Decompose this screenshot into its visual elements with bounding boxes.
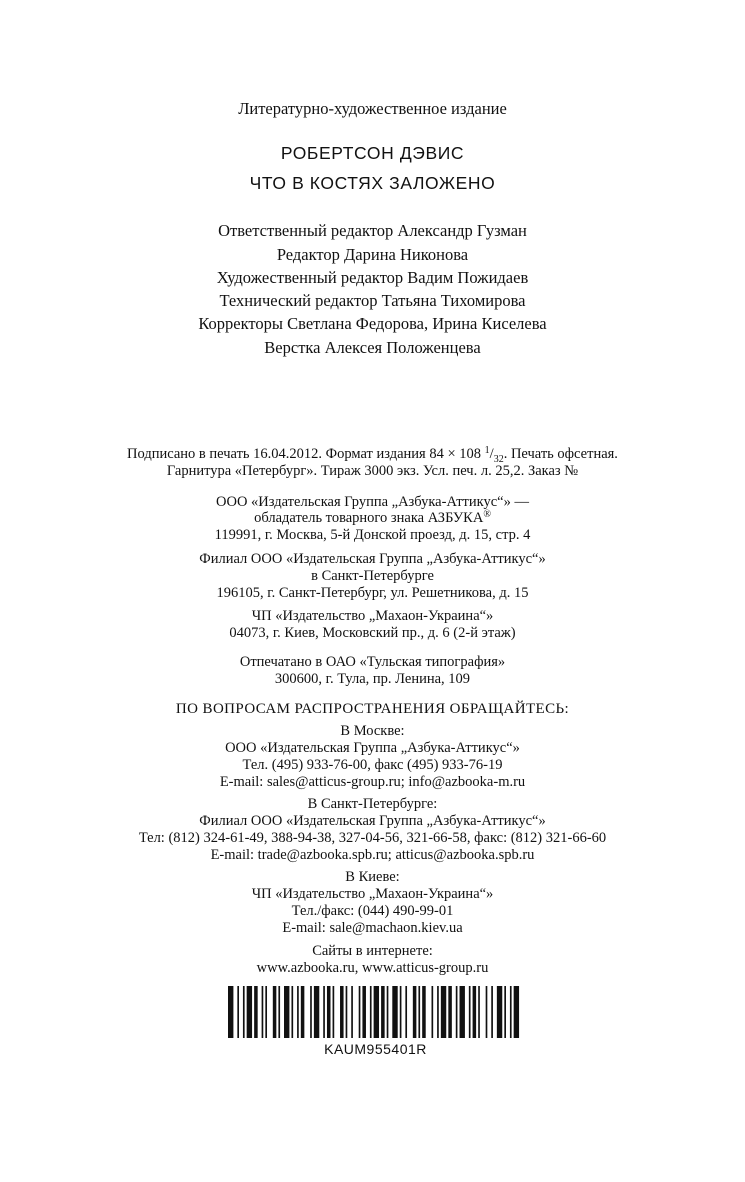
- edition-type: Литературно-художественное издание: [238, 99, 507, 118]
- printer-address: 300600, г. Тула, пр. Ленина, 109: [274, 671, 471, 687]
- barcode-bar: [514, 986, 519, 1038]
- spb-email: E-mail: trade@azbooka.spb.ru; atticus@azbooka.spb.ru: [210, 847, 535, 863]
- barcode-bar: [314, 986, 319, 1038]
- barcode-bar: [237, 986, 239, 1038]
- print-typeface-line: Гарнитура «Петербург». Тираж 3000 экз. Усл. печ. л. 25,2. Заказ №: [166, 463, 579, 479]
- spb-org: Филиал ООО «Издательская Группа „Азбука-Аттикус“»: [199, 813, 546, 829]
- barcode-bar: [297, 986, 299, 1038]
- barcode-bar: [291, 986, 293, 1038]
- barcode-bar: [374, 986, 379, 1038]
- barcode-bar: [323, 986, 325, 1038]
- barcode: [228, 986, 523, 1038]
- barcode-bar: [351, 986, 353, 1038]
- barcode-bar: [392, 986, 397, 1038]
- barcode-bar: [278, 986, 280, 1038]
- kiev-phone: Тел./факс: (044) 490-99-01: [291, 903, 454, 919]
- barcode-bar: [228, 986, 233, 1038]
- barcode-bar: [422, 986, 426, 1038]
- publisher-address: 119991, г. Москва, 5-й Донской проезд, д. 15, стр. 4: [214, 527, 531, 543]
- credit-line: Верстка Алексея Положенцева: [264, 338, 481, 357]
- barcode-bar: [327, 986, 331, 1038]
- barcode-bar: [478, 986, 480, 1038]
- barcode-bar: [346, 986, 348, 1038]
- barcode-bar: [284, 986, 289, 1038]
- credit-line: Корректоры Светлана Федорова, Ирина Киселева: [198, 314, 547, 333]
- barcode-bar: [491, 986, 493, 1038]
- moscow-heading: В Москве:: [340, 723, 405, 739]
- barcode-bar: [254, 986, 258, 1038]
- registered-mark: ®: [483, 509, 491, 520]
- credit-line: Редактор Дарина Никонова: [276, 245, 469, 264]
- sites-urls: www.azbooka.ru, www.atticus-group.ru: [256, 960, 489, 976]
- barcode-bar: [456, 986, 458, 1038]
- book-title: ЧТО В КОСТЯХ ЗАЛОЖЕНО: [249, 173, 496, 193]
- barcode-bar: [310, 986, 312, 1038]
- kiev-org: ЧП «Издательство „Махаон-Украина“»: [251, 886, 494, 902]
- barcode-bar: [387, 986, 389, 1038]
- barcode-bar: [265, 986, 267, 1038]
- moscow-email: E-mail: sales@atticus-group.ru; info@azbooka-m.ru: [219, 774, 526, 790]
- credit-line: Художественный редактор Вадим Пожидаев: [216, 268, 529, 287]
- barcode-bar: [243, 986, 245, 1038]
- barcode-bar: [441, 986, 446, 1038]
- sites-heading: Сайты в интернете:: [312, 943, 433, 959]
- spb-heading: В Санкт-Петербурге:: [307, 796, 438, 812]
- barcode-bar: [418, 986, 420, 1038]
- print-signed-line: Подписано в печать 16.04.2012. Формат издания 84 × 108 $^1/_{32}$. Печать офсетная.: [127, 445, 618, 465]
- kiev-heading: В Киеве:: [345, 869, 400, 885]
- spb-branch-line: Филиал ООО «Издательская Группа „Азбука-Аттикус“»: [199, 551, 546, 567]
- barcode-bar: [504, 986, 506, 1038]
- barcode-bar: [460, 986, 465, 1038]
- barcode-bar: [405, 986, 407, 1038]
- barcode-bar: [301, 986, 305, 1038]
- publisher-line: ООО «Издательская Группа „Азбука-Аттикус“» —: [216, 494, 529, 510]
- barcode-bar: [497, 986, 502, 1038]
- spb-branch-line: в Санкт-Петербурге: [311, 568, 434, 584]
- ukraine-publisher-line: ЧП «Издательство „Махаон-Украина“»: [251, 608, 494, 624]
- publisher-trademark-line: обладатель товарного знака АЗБУКА®: [254, 509, 491, 526]
- barcode-bar: [273, 986, 277, 1038]
- barcode-bars: [228, 986, 523, 1038]
- printer-line: Отпечатано в ОАО «Тульская типография»: [239, 654, 506, 670]
- ukraine-publisher-address: 04073, г. Киев, Московский пр., д. 6 (2-й этаж): [229, 625, 516, 641]
- credit-line: Ответственный редактор Александр Гузман: [218, 221, 527, 240]
- barcode-bar: [448, 986, 452, 1038]
- barcode-bar: [362, 986, 366, 1038]
- moscow-phone: Тел. (495) 933-76-00, факс (495) 933-76-19: [242, 757, 503, 773]
- barcode-bar: [469, 986, 471, 1038]
- barcode-bar: [400, 986, 402, 1038]
- barcode-bar: [359, 986, 361, 1038]
- author-name: РОБЕРТСОН ДЭВИС: [280, 143, 465, 163]
- barcode-bar: [413, 986, 417, 1038]
- spb-branch-address: 196105, г. Санкт-Петербург, ул. Решетникова, д. 15: [216, 585, 529, 601]
- barcode-bar: [381, 986, 385, 1038]
- barcode-bar: [262, 986, 264, 1038]
- barcode-bar: [510, 986, 512, 1038]
- credit-line: Технический редактор Татьяна Тихомирова: [219, 291, 526, 310]
- barcode-bar: [340, 986, 344, 1038]
- barcode-bar: [370, 986, 372, 1038]
- spb-phone: Тел: (812) 324-61-49, 388-94-38, 327-04-56, 321-66-58, факс: (812) 321-66-60: [138, 830, 607, 846]
- distribution-heading: ПО ВОПРОСАМ РАСПРОСТРАНЕНИЯ ОБРАЩАЙТЕСЬ:: [175, 701, 570, 717]
- barcode-bar: [486, 986, 488, 1038]
- kiev-email: E-mail: sale@machaon.kiev.ua: [282, 920, 463, 936]
- barcode-bar: [473, 986, 477, 1038]
- barcode-number: KAUM955401R: [324, 1041, 427, 1057]
- barcode-bar: [432, 986, 434, 1038]
- barcode-bar: [333, 986, 335, 1038]
- moscow-org: ООО «Издательская Группа „Азбука-Аттикус“»: [225, 740, 520, 756]
- barcode-bar: [247, 986, 252, 1038]
- barcode-bar: [437, 986, 439, 1038]
